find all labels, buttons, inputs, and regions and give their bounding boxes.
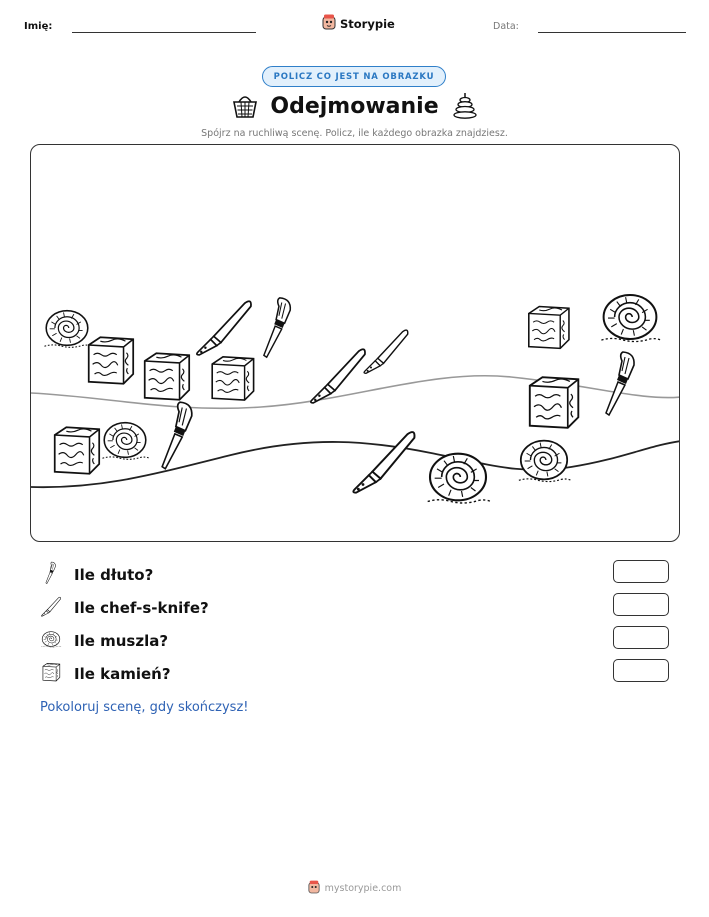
snail-shell-icon	[40, 627, 62, 655]
date-field[interactable]	[538, 32, 686, 33]
counting-scene[interactable]	[30, 144, 680, 542]
scene-chef-knife	[197, 301, 251, 355]
category-badge: POLICZ CO JEST NA OBRAZKU	[262, 66, 446, 87]
coloring-note: Pokoloruj scenę, gdy skończysz!	[40, 700, 249, 715]
chef-knife-icon	[40, 594, 62, 622]
question-label: Ile dłuto?	[74, 566, 154, 584]
ring-stack-icon	[452, 92, 478, 124]
answer-box-chef-knife[interactable]	[613, 593, 669, 616]
scene-shell	[601, 295, 660, 342]
site-footer	[0, 880, 709, 897]
question-label: Ile kamień?	[74, 665, 171, 683]
scene-chef-knife	[364, 330, 408, 373]
scene-stone	[530, 377, 579, 428]
answer-box-stone[interactable]	[613, 659, 669, 682]
scene-chef-knife	[311, 349, 365, 403]
question-row-chisel	[40, 561, 153, 589]
scene-shell	[428, 454, 491, 503]
question-label: Ile chef-s-knife?	[74, 599, 209, 617]
date-label: Data:	[493, 21, 519, 32]
brand-name: Storypie	[340, 16, 395, 31]
scene-stone	[529, 306, 569, 348]
scene-shell	[519, 441, 571, 482]
question-row-stone	[40, 660, 171, 688]
question-row-shell	[40, 627, 168, 655]
question-label: Ile muszla?	[74, 632, 169, 650]
chisel-icon	[40, 561, 62, 589]
scene-stone	[145, 353, 189, 399]
scene-chisel	[606, 352, 634, 415]
page-title: Odejmowanie	[270, 94, 439, 119]
stone-block-icon	[40, 660, 62, 688]
scene-hill-line	[31, 376, 680, 409]
instructions: Spójrz na ruchliwą scenę. Policz, ile każdego obrazka znajdziesz.	[201, 128, 508, 139]
scene-chisel	[264, 298, 290, 357]
storypie-mascot-icon	[322, 14, 336, 33]
site-url: mystorypie.com	[324, 883, 402, 894]
storypie-mascot-icon	[308, 880, 320, 897]
scene-shell	[44, 311, 91, 348]
scene-shell	[102, 423, 149, 460]
answer-box-shell[interactable]	[613, 626, 669, 649]
scene-stone	[55, 427, 99, 473]
scene-chisel	[162, 402, 192, 469]
name-field[interactable]	[72, 32, 256, 33]
scene-stone	[212, 357, 253, 400]
scene-chef-knife	[353, 432, 414, 493]
question-row-chef-knife	[40, 594, 209, 622]
name-label: Imię:	[24, 21, 53, 32]
scene-stone	[89, 337, 133, 383]
brand-logo	[322, 14, 395, 33]
answer-box-chisel[interactable]	[613, 560, 669, 583]
